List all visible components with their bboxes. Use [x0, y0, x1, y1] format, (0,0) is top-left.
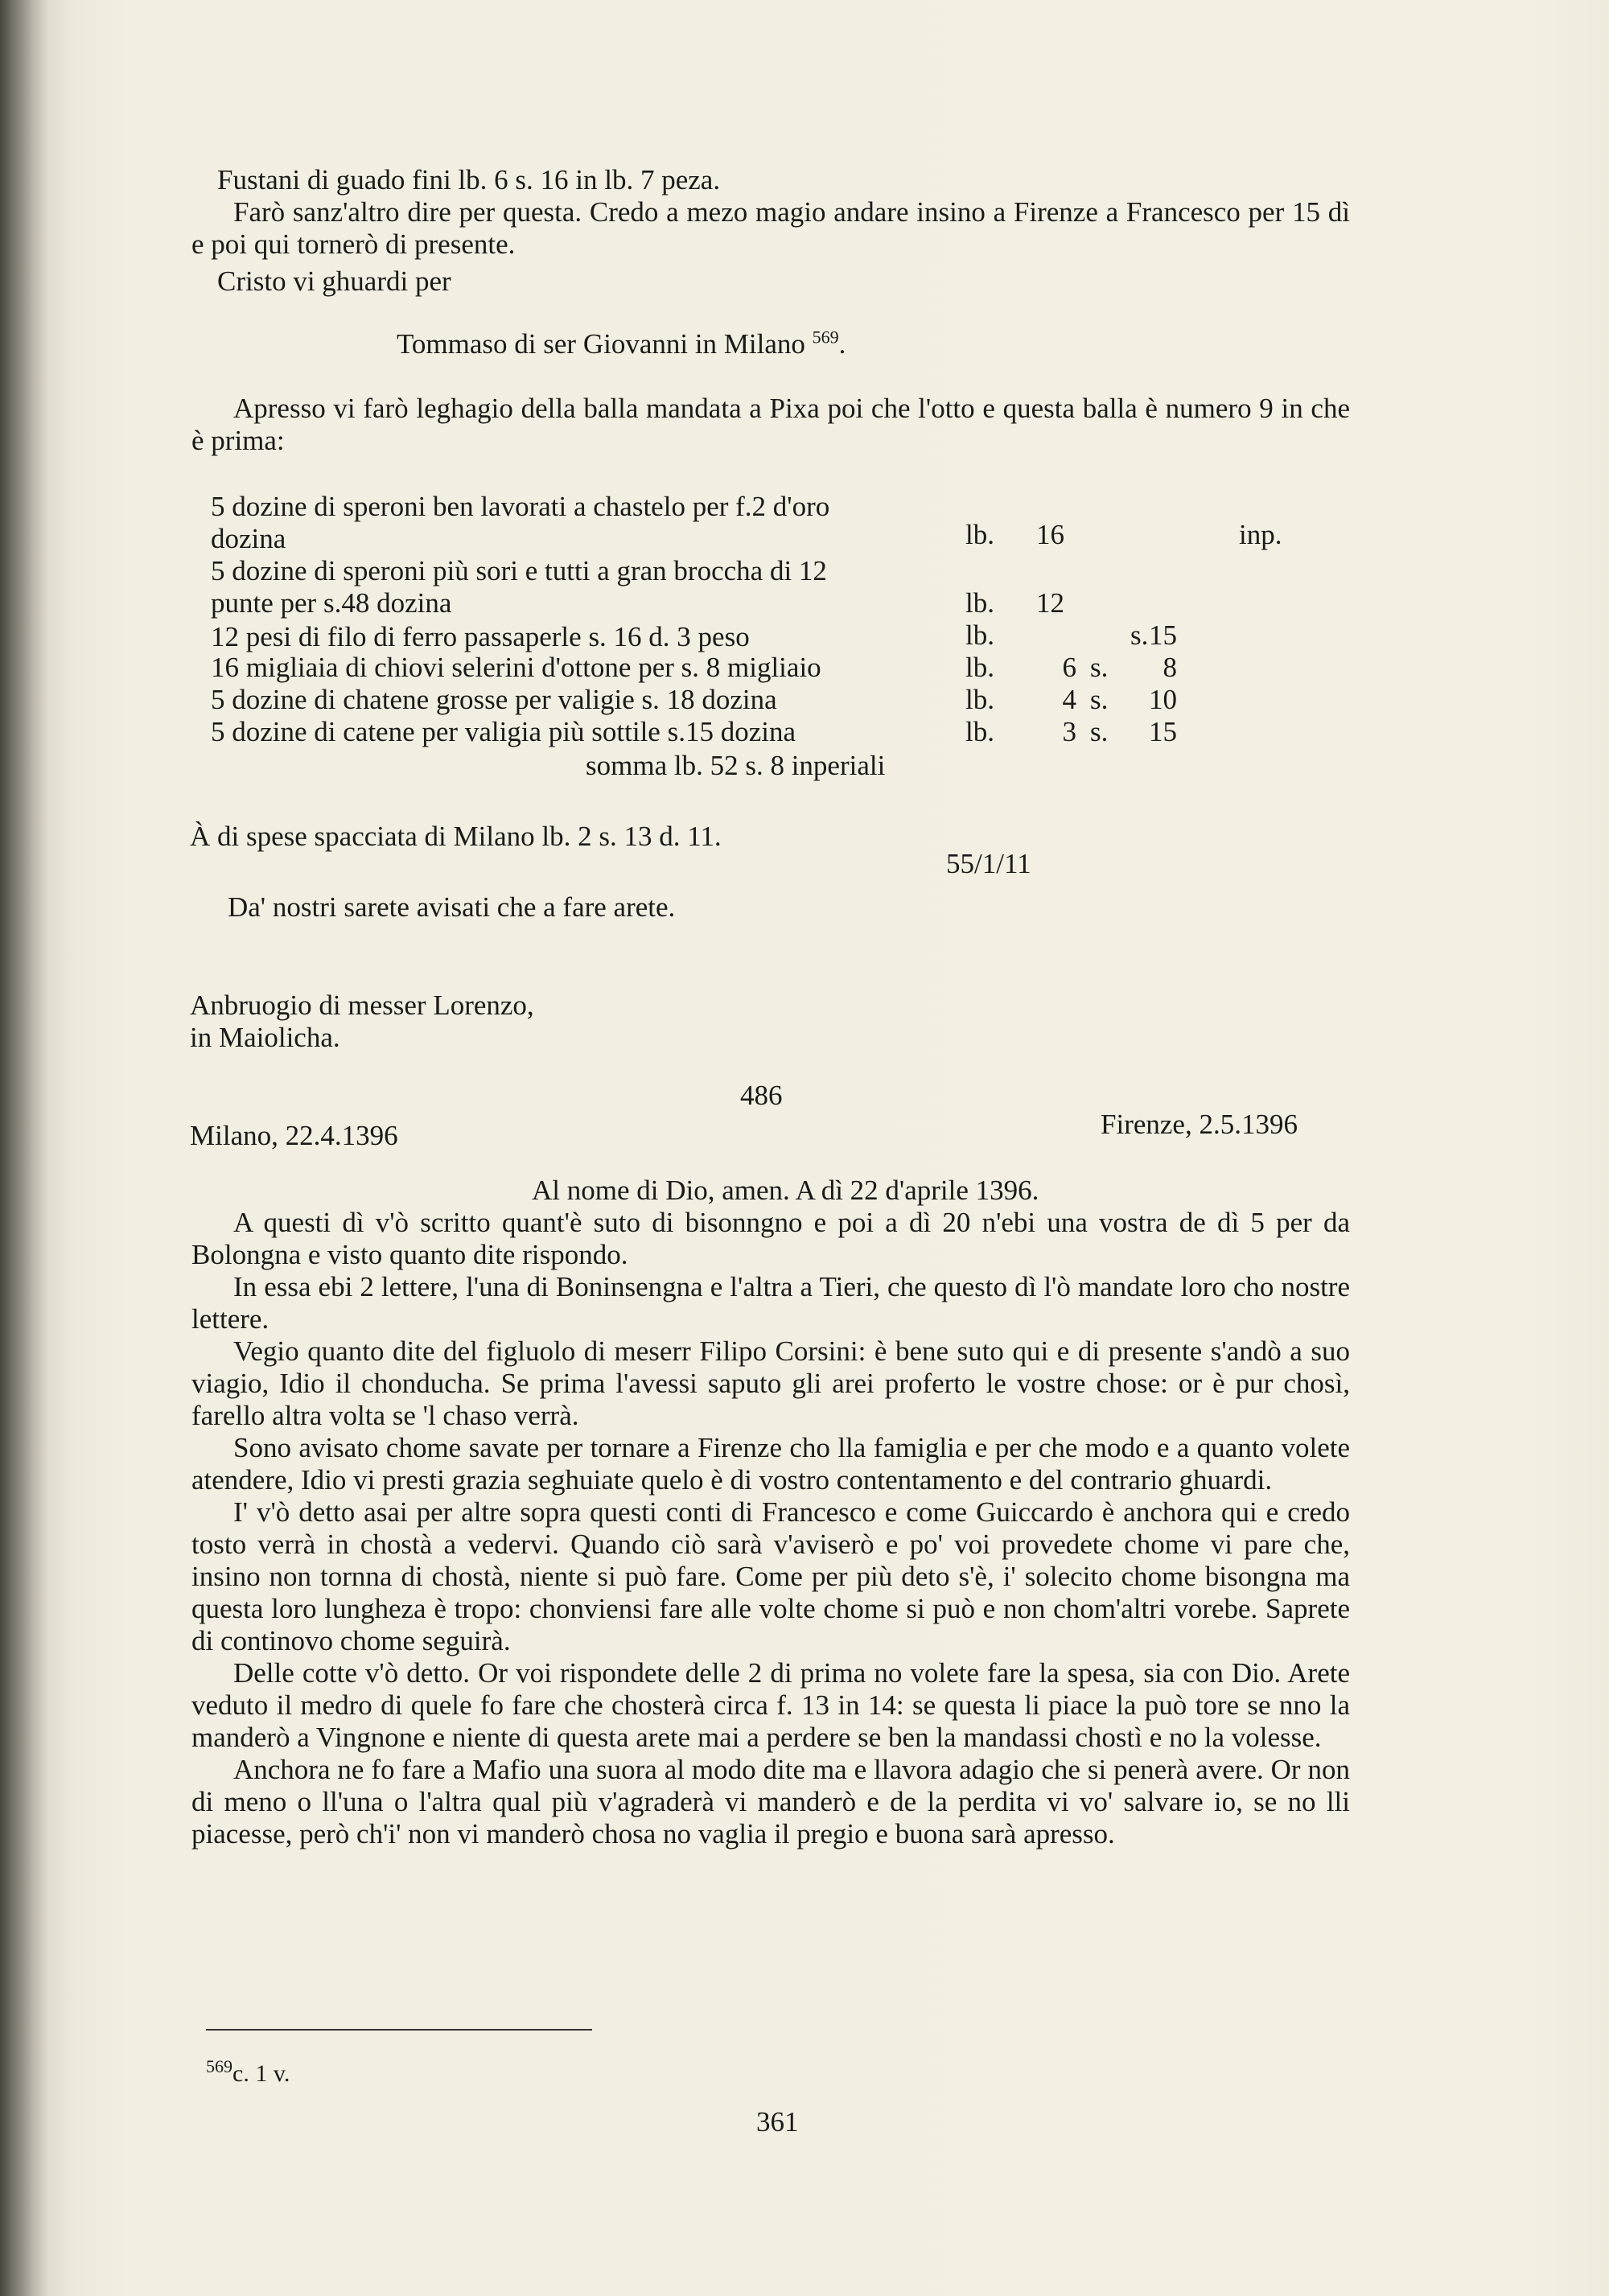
item-desc: 12 pesi di filo di ferro passaperle s. 16 d. 3 peso [211, 621, 750, 652]
body-paragraph: A questi dì v'ò scritto quant'è suto di bisonngno e poi a dì 20 n'ebi una vostra de dì 5 per da Bolongna e visto quanto dite rispondo. [191, 1207, 1350, 1270]
text-line-fustani: Fustani di guado fini lb. 6 s. 16 in lb. 7 peza. [217, 164, 721, 195]
spese-line: À di spese spacciata di Milano lb. 2 s. 13 d. 11. [190, 821, 722, 852]
paragraph-apresso: Apresso vi farò leghagio della balla mandata a Pixa poi che l'otto e questa balla è numero 9 in che è prima: [191, 393, 1350, 456]
item-lb: 3 [1062, 716, 1076, 747]
item-s-label: s. [1090, 716, 1109, 747]
body-paragraph: Sono avisato chome savate per tornare a Firenze cho lla famiglia e per che modo e a quanto volete atendere, Idio vi presti grazia seghuiate quelo è di vostro contentamento e del contrario ghuardi. [191, 1432, 1350, 1496]
letter-number: 486 [740, 1080, 783, 1111]
item-s-label: s. [1090, 652, 1109, 683]
body-paragraph: In essa ebi 2 lettere, l'una di Boninsengna e l'altra a Tieri, che questo dì l'ò mandate loro cho nostre lettere. [191, 1271, 1350, 1335]
item-lb: 16 [1036, 519, 1064, 550]
address-line-2: in Maiolicha. [190, 1022, 340, 1053]
item-desc: 5 dozine di chatene grosse per valigie s. 18 dozina [211, 684, 777, 715]
signature [397, 328, 846, 360]
letter-body [191, 1207, 1350, 1850]
item-lb: 4 [1062, 684, 1076, 715]
signature-name: Tommaso di ser Giovanni in Milano [397, 328, 805, 360]
body-paragraph: Anchora ne fo fare a Mafio una suora al modo dite ma e llavora adagio che si penerà avere. Or non di meno o ll'una o l'altra qual più v'agraderà vi manderò e de la perdita vi vo' salvare io, se no lli piacesse, però ch'i' non vi manderò chosa no vaglia il pregio e buona sarà apresso. [191, 1754, 1350, 1850]
item-lb: 6 [1062, 652, 1076, 683]
item-desc: 5 dozine di speroni più sori e tutti a gran broccha di 12 [211, 555, 827, 586]
item-desc-cont: dozina [211, 523, 286, 554]
item-desc: 16 migliaia di chiovi selerini d'ottone per s. 8 migliaio [211, 652, 821, 683]
item-s: 15 [1149, 716, 1177, 747]
item-desc-cont: punte per s.48 dozina [211, 587, 452, 619]
body-paragraph: Vegio quanto dite del figluolo di meserr Filipo Corsini: è bene suto qui e di presente s'andò a suo viagio, Idio il chonducha. Se prima l'avessi saputo gli arei proferto le vostre chose: or è pur chosì, farello altra volta se 'l chaso verrà. [191, 1335, 1350, 1431]
signature-footnote-ref: 569 [812, 327, 839, 348]
footnote-rule [206, 2029, 592, 2031]
item-lb-label: lb. [965, 519, 994, 550]
item-s: 10 [1149, 684, 1177, 715]
item-s: 8 [1163, 652, 1177, 683]
somma-total: somma lb. 52 s. 8 inperiali [586, 750, 886, 781]
footnote-number: 569 [206, 2056, 233, 2076]
place-date-right: Firenze, 2.5.1396 [1101, 1109, 1298, 1140]
item-lb: 12 [1036, 587, 1064, 619]
letter-heading: Al nome di Dio, amen. A dì 22 d'aprile 1396. [532, 1175, 1039, 1206]
item-lb-label: lb. [965, 652, 994, 683]
closing-line: Cristo vi ghuardi per [217, 265, 451, 297]
item-desc: 5 dozine di speroni ben lavorati a chastelo per f.2 d'oro [211, 491, 830, 522]
archive-code: 55/1/11 [946, 848, 1031, 879]
item-lb-label: lb. [965, 716, 994, 747]
page-number: 361 [756, 2106, 799, 2138]
book-spine-shadow [0, 0, 48, 2296]
body-paragraph: Delle cotte v'ò detto. Or voi rispondete delle 2 di prima no volete fare la spesa, sia con Dio. Arete veduto il medro di quele fo fare che chosterà circa f. 13 in 14: se questa li piace la può tore se nno la manderò a Vingnone e niente di questa arete mai a perdere se ben la mandassi chostì e no la volesse. [191, 1657, 1350, 1753]
place-date-left: Milano, 22.4.1396 [190, 1120, 398, 1151]
item-lb-label: lb. [965, 684, 994, 715]
item-s-label: s. [1090, 684, 1109, 715]
avvisati-line: Da' nostri sarete avisati che a fare arete. [228, 891, 676, 923]
paragraph-faro: Farò sanz'altro dire per questa. Credo a mezo magio andare insino a Firenze a Francesco per 15 dì e poi qui tornerò di presente. [191, 196, 1350, 260]
item-desc: 5 dozine di catene per valigia più sottile s.15 dozina [211, 716, 796, 747]
body-paragraph: I' v'ò detto asai per altre sopra questi conti di Francesco e come Guiccardo è anchora qui e credo tosto verrà in chostà a vedervi. Quando ciò sarà v'aviserò e po' voi provedete chome vi pare che, insino non tornna di chostà, niente si può fare. Come per più deto s'è, i' solecito chome bisongna ma questa loro lungheza è tropo: chonviensi fare alle volte chome si può e non chom'altri vorebe. Saprete di continovo chome seguirà. [191, 1496, 1350, 1656]
item-s-label: s. [1130, 619, 1149, 651]
item-s: 15 [1149, 619, 1177, 651]
signature-end: . [838, 328, 846, 360]
footnote [206, 2058, 290, 2090]
item-lb-label: lb. [965, 587, 994, 619]
item-extra: inp. [1239, 519, 1282, 550]
address-line-1: Anbruogio di messer Lorenzo, [190, 990, 534, 1021]
footnote-text: c. 1 v. [233, 2060, 290, 2087]
item-lb-label: lb. [965, 619, 994, 651]
